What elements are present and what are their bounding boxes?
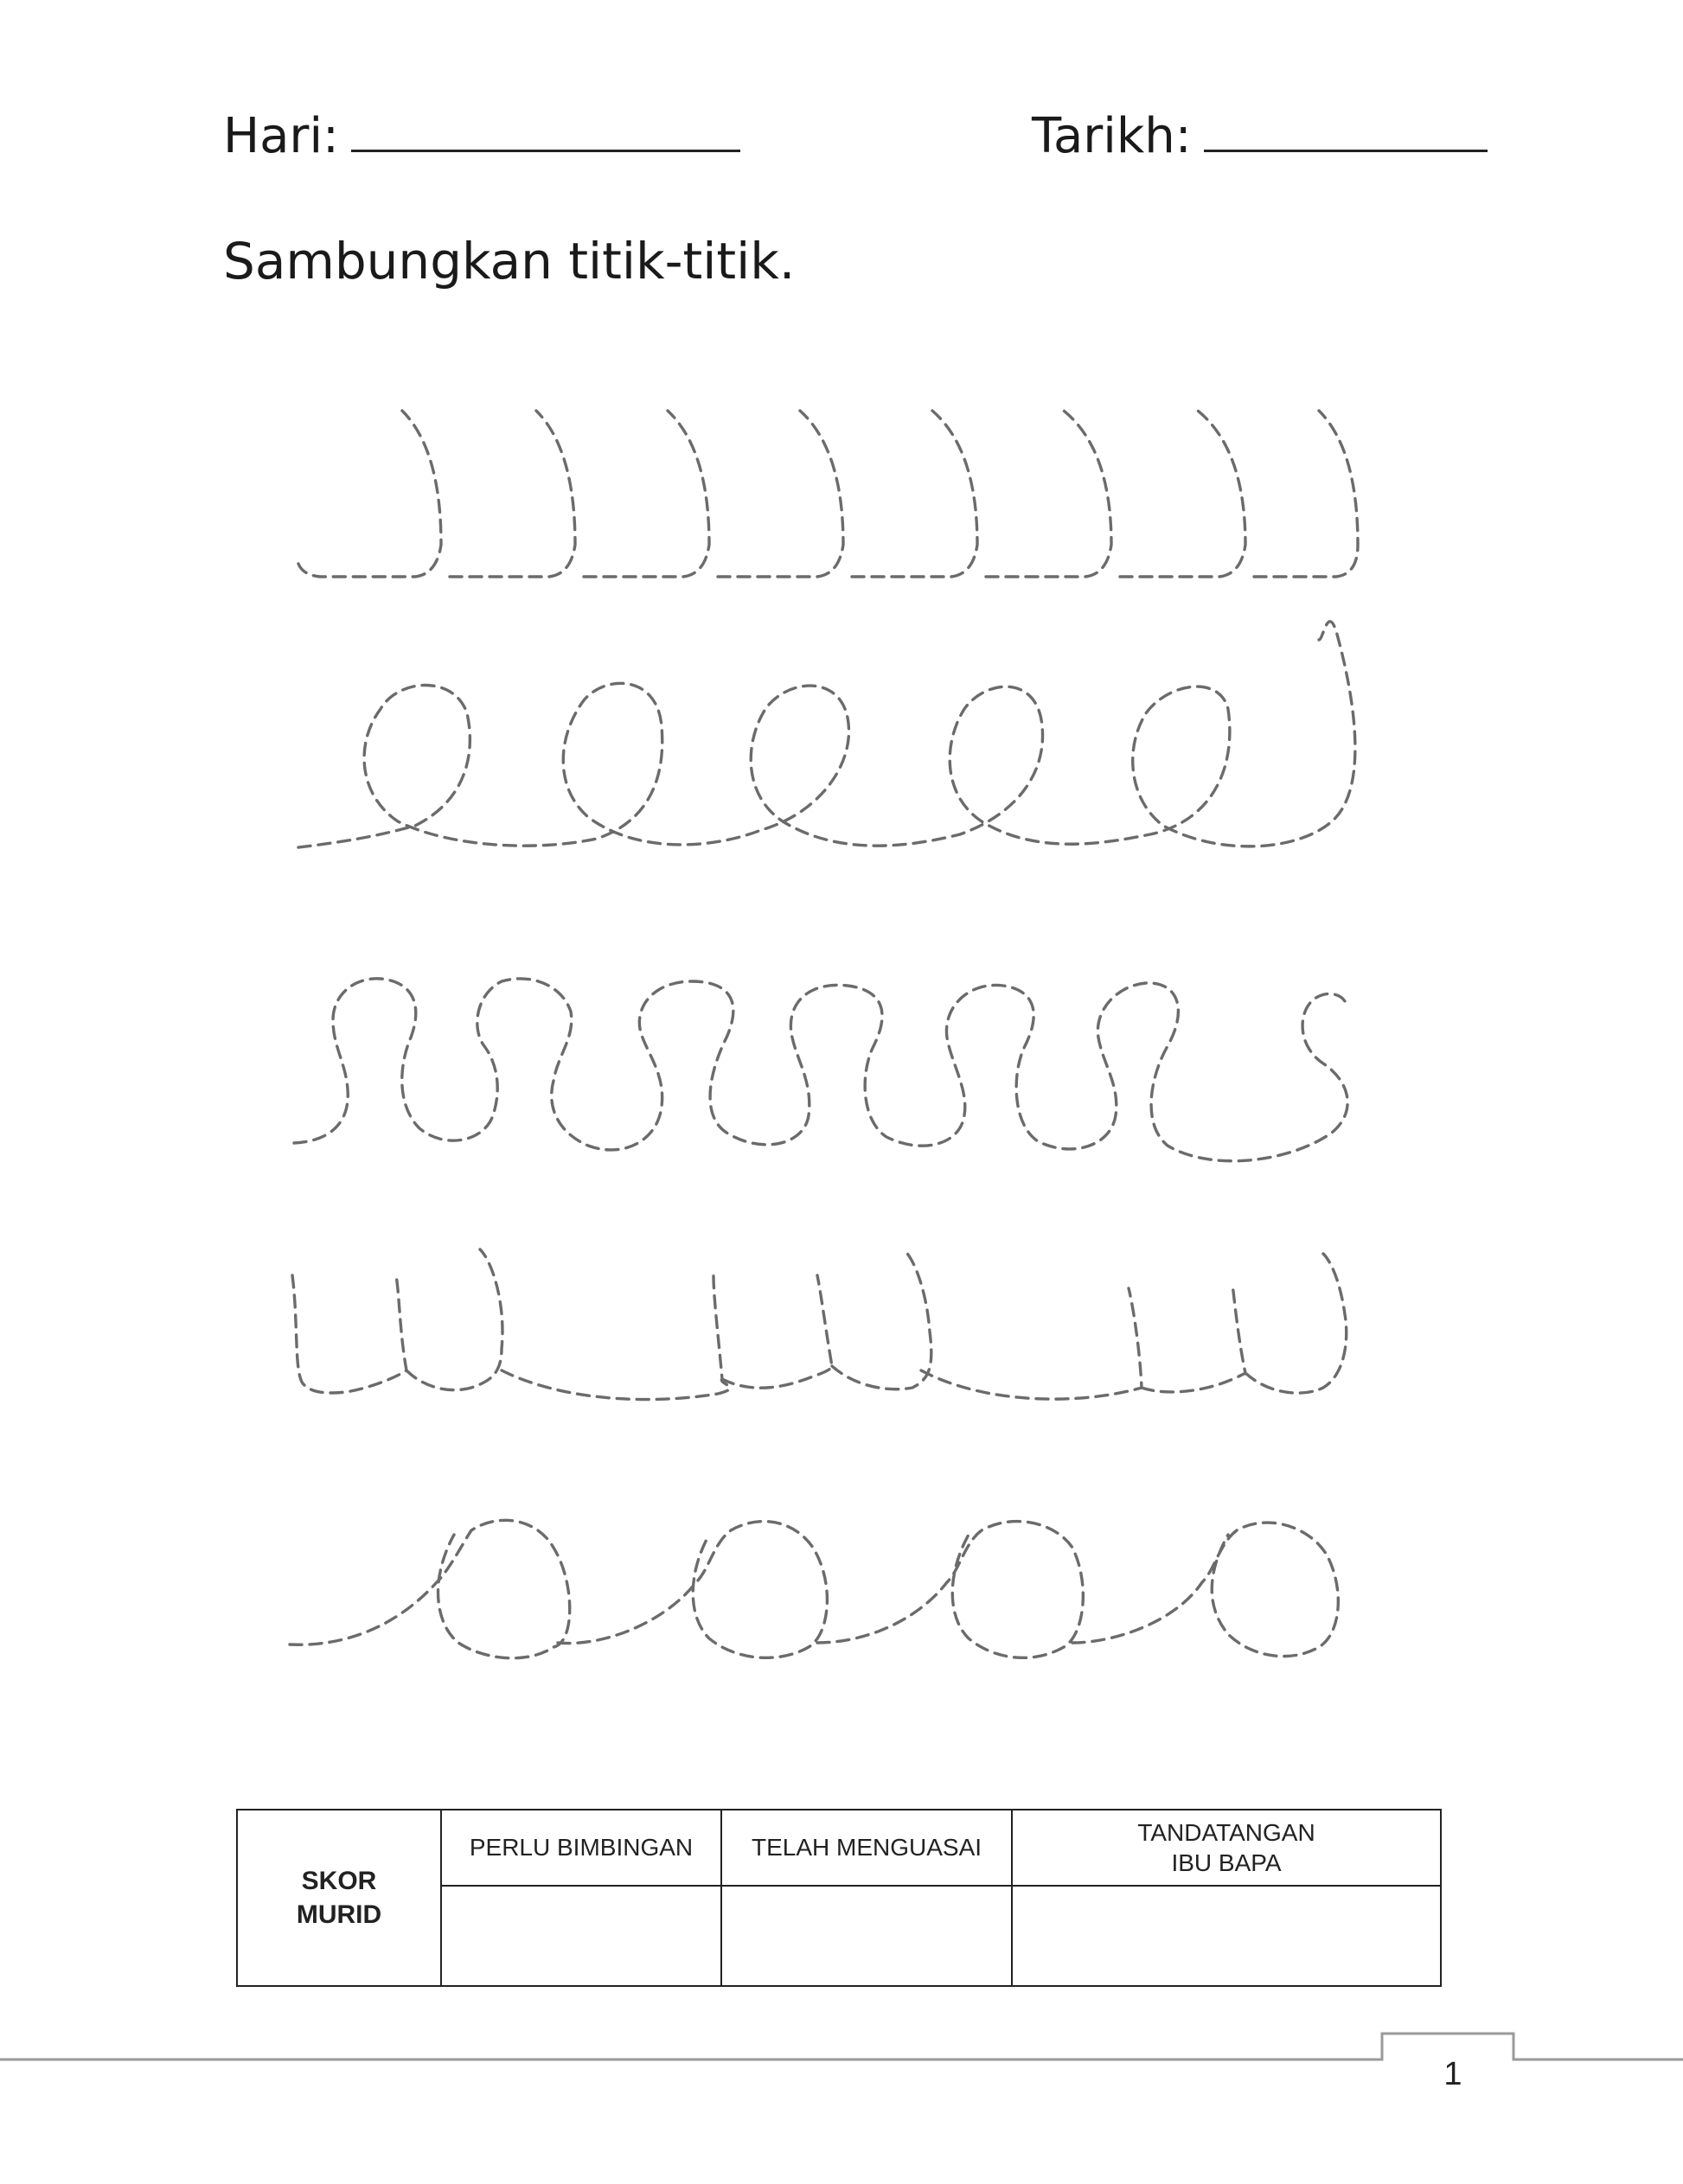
dotted-trace[interactable] xyxy=(294,979,1347,1161)
day-label: Hari: xyxy=(223,108,339,164)
dotted-trace[interactable] xyxy=(292,1249,1347,1400)
instruction-text: Sambungkan titik-titik. xyxy=(223,232,796,291)
dotted-trace[interactable] xyxy=(290,1520,1338,1657)
tracing-area xyxy=(0,329,1683,1677)
guidance-checkbox-cell[interactable] xyxy=(441,1886,721,1986)
day-blank-line[interactable] xyxy=(351,150,740,152)
parent-signature-cell[interactable] xyxy=(1012,1886,1441,1986)
column-header-mastered: TELAH MENGUASAI xyxy=(721,1810,1012,1886)
score-table xyxy=(236,1809,1442,1987)
dotted-trace[interactable] xyxy=(298,411,1358,577)
mastered-checkbox-cell[interactable] xyxy=(721,1886,1012,1986)
tracing-row-hooks xyxy=(298,411,1358,577)
column-header-parent-signature xyxy=(1012,1810,1441,1886)
date-field xyxy=(1032,108,1488,164)
score-row-header-text: SKOR MURID xyxy=(296,1867,382,1929)
tracing-row-circles xyxy=(290,1520,1338,1657)
tracing-row-loops xyxy=(298,622,1355,847)
parent-signature-header-text: TANDATANGAN IBU BAPA xyxy=(1137,1819,1315,1876)
dotted-trace[interactable] xyxy=(298,622,1355,847)
score-row-header xyxy=(237,1810,441,1986)
page-number: 1 xyxy=(1443,2056,1462,2092)
date-label: Tarikh: xyxy=(1032,108,1192,164)
tracing-row-cups xyxy=(292,1249,1347,1400)
column-header-guidance: PERLU BIMBINGAN xyxy=(441,1810,721,1886)
date-blank-line[interactable] xyxy=(1204,150,1488,152)
tracing-row-s-waves xyxy=(294,979,1347,1161)
day-field xyxy=(223,108,740,164)
